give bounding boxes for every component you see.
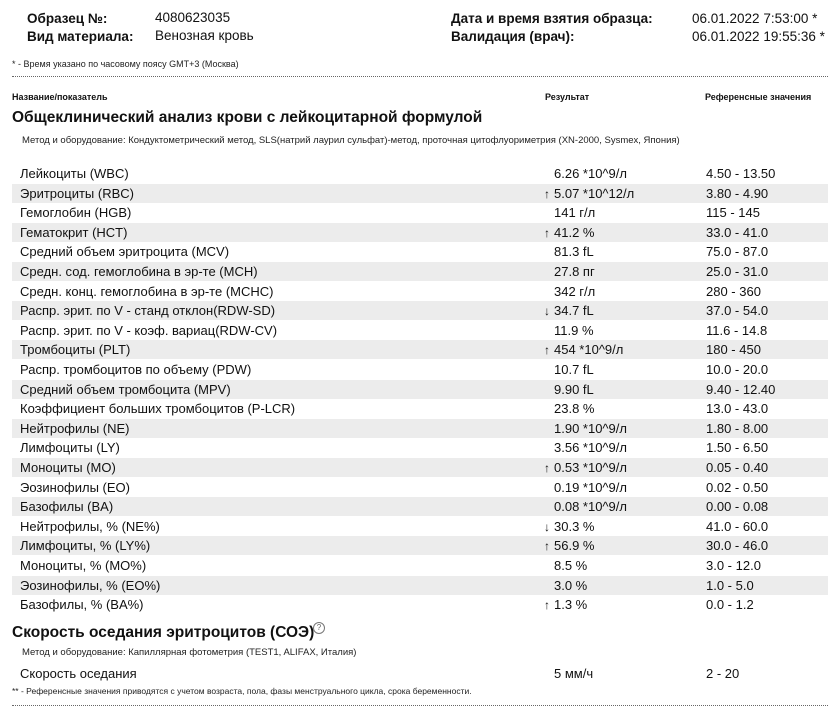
test-result — [544, 242, 594, 261]
test-result — [544, 360, 594, 379]
question-circle-icon[interactable]: ? — [313, 622, 325, 634]
result-value: 1.3 % — [554, 597, 588, 613]
table-row — [12, 517, 828, 536]
result-value: 30.3 % — [554, 518, 595, 534]
result-value: 5.07 *10^12/л — [554, 185, 635, 201]
reference-range: 180 - 450 — [706, 342, 761, 358]
arrow-up-icon: ↑ — [544, 225, 550, 240]
result-value: 0.19 *10^9/л — [554, 479, 627, 495]
arrow-up-icon: ↑ — [544, 186, 550, 201]
validation-label: Валидация (врач): — [451, 29, 575, 44]
table-row — [12, 203, 828, 222]
material-value: Венозная кровь — [155, 28, 254, 43]
result-value: 141 г/л — [554, 205, 596, 221]
test-name: Гематокрит (HCT) — [20, 224, 128, 240]
result-value: 5 мм/ч — [554, 666, 594, 681]
test-name: Базофилы (BA) — [20, 499, 114, 515]
test-result — [544, 458, 627, 478]
test-name: Базофилы, % (BA%) — [20, 597, 144, 613]
reference-range: 33.0 - 41.0 — [706, 224, 769, 240]
test-name: Нейтрофилы, % (NE%) — [20, 518, 160, 534]
table-row — [12, 595, 828, 614]
sample-number-value: 4080623035 — [155, 10, 231, 25]
result-value: 0.08 *10^9/л — [554, 499, 627, 515]
column-header-result: Результат — [545, 92, 590, 102]
test-name: Тромбоциты (PLT) — [20, 342, 131, 358]
reference-range: 4.50 - 13.50 — [706, 166, 776, 181]
reference-range: 1.80 - 8.00 — [706, 420, 769, 436]
arrow-down-icon: ↓ — [544, 304, 550, 319]
section-title-esr-text: Скорость оседания эритроцитов (СОЭ) — [12, 624, 315, 641]
table-row — [12, 497, 828, 516]
reference-range: 115 - 145 — [706, 205, 760, 221]
divider — [12, 76, 828, 77]
test-result — [544, 340, 623, 360]
result-value: 81.3 fL — [554, 244, 594, 260]
result-value: 3.0 % — [554, 577, 588, 593]
test-name: Средний объем эритроцита (MCV) — [20, 244, 230, 260]
reference-footnote: ** - Референсные значения приводятся с учетом возраста, пола, фазы менструального цикла, срока беременности. — [12, 686, 472, 696]
material-label: Вид материала: — [27, 29, 134, 44]
divider-bottom — [12, 705, 828, 706]
table-row — [12, 262, 828, 281]
table-row — [12, 301, 828, 320]
table-row — [12, 360, 828, 379]
result-value: 8.5 % — [554, 558, 588, 573]
table-row — [12, 164, 828, 183]
test-name: Лимфоциты, % (LY%) — [20, 538, 151, 554]
test-name: Моноциты (MO) — [20, 460, 116, 475]
column-header-reference: Референсные значения — [705, 92, 812, 102]
test-result — [544, 664, 593, 683]
reference-range: 9.40 - 12.40 — [706, 381, 776, 397]
result-value: 9.90 fL — [554, 381, 594, 397]
reference-range: 280 - 360 — [706, 283, 761, 299]
arrow-up-icon: ↑ — [544, 539, 550, 554]
reference-range: 11.6 - 14.8 — [706, 322, 768, 338]
test-name: Лимфоциты (LY) — [20, 440, 120, 456]
result-value: 11.9 % — [554, 322, 594, 338]
arrow-up-icon: ↑ — [544, 461, 550, 475]
reference-range: 1.0 - 5.0 — [706, 577, 754, 593]
table-row — [12, 242, 828, 261]
test-result — [544, 536, 594, 556]
result-value: 56.9 % — [554, 538, 595, 554]
table-row — [12, 419, 828, 438]
table-row — [12, 664, 828, 683]
table-row — [12, 556, 828, 575]
test-name: Распр. эрит. по V - станд отклон(RDW-SD) — [20, 303, 276, 319]
table-row — [12, 576, 828, 595]
test-result — [544, 282, 595, 301]
test-name: Скорость оседания — [20, 666, 137, 681]
test-result — [544, 478, 627, 497]
result-value: 27.8 пг — [554, 264, 595, 279]
test-result — [544, 262, 595, 281]
test-result — [544, 184, 634, 204]
test-result — [544, 438, 627, 457]
test-result — [544, 223, 594, 243]
test-result — [544, 576, 587, 595]
result-value: 342 г/л — [554, 283, 596, 299]
table-row — [12, 536, 828, 555]
result-value: 34.7 fL — [554, 303, 594, 319]
reference-range: 0.00 - 0.08 — [706, 499, 769, 515]
test-name: Нейтрофилы (NE) — [20, 420, 130, 436]
table-row — [12, 184, 828, 203]
table-row — [12, 282, 828, 301]
test-result — [544, 556, 587, 575]
reference-range: 25.0 - 31.0 — [706, 264, 769, 279]
method-note-cbc: Метод и оборудование: Кондуктометрический метод, SLS(натрий лаурил сульфат)-метод, проточная цитофлуориметрия (XN-2000, Sysmex, Япония) — [22, 135, 680, 146]
test-name: Лейкоциты (WBC) — [20, 166, 129, 181]
reference-range: 3.0 - 12.0 — [706, 558, 761, 573]
arrow-up-icon: ↑ — [544, 598, 550, 613]
test-result — [544, 399, 594, 418]
test-result — [544, 321, 594, 340]
test-name: Эозинофилы (EO) — [20, 479, 130, 495]
result-value: 23.8 % — [554, 401, 595, 417]
test-name: Средн. сод. гемоглобина в эр-те (MCH) — [20, 264, 258, 279]
method-note-esr: Метод и оборудование: Капиллярная фотометрия (TEST1, ALIFAX, Италия) — [22, 647, 357, 658]
validation-value: 06.01.2022 19:55:36 * — [692, 29, 825, 44]
reference-range: 41.0 - 60.0 — [706, 518, 769, 534]
result-value: 10.7 fL — [554, 362, 594, 377]
test-result — [544, 380, 594, 399]
test-name: Распр. тромбоцитов по объему (PDW) — [20, 362, 252, 377]
table-row — [12, 399, 828, 418]
sample-datetime-value: 06.01.2022 7:53:00 * — [692, 11, 818, 26]
arrow-down-icon: ↓ — [544, 519, 550, 534]
reference-range: 75.0 - 87.0 — [706, 244, 769, 260]
test-name: Распр. эрит. по V - коэф. вариац(RDW-CV) — [20, 322, 278, 338]
table-row — [12, 458, 828, 477]
test-name: Эозинофилы, % (EO%) — [20, 577, 161, 593]
test-result — [544, 301, 594, 321]
result-value: 6.26 *10^9/л — [554, 166, 627, 181]
result-value: 41.2 % — [554, 224, 595, 240]
test-result — [544, 419, 627, 438]
test-name: Эритроциты (RBC) — [20, 185, 134, 201]
test-name: Моноциты, % (MO%) — [20, 558, 147, 573]
reference-range: 1.50 - 6.50 — [706, 440, 769, 456]
result-value: 0.53 *10^9/л — [554, 460, 627, 475]
table-row — [12, 321, 828, 340]
section-title-cbc: Общеклинический анализ крови с лейкоцитарной формулой — [12, 109, 483, 126]
result-value: 1.90 *10^9/л — [554, 420, 627, 436]
table-row — [12, 223, 828, 242]
test-result — [544, 203, 595, 222]
table-row — [12, 380, 828, 399]
timezone-note: * - Время указано по часовому поясу GMT+3 (Москва) — [12, 59, 239, 69]
reference-range: 0.02 - 0.50 — [706, 479, 769, 495]
reference-range: 0.0 - 1.2 — [706, 597, 754, 613]
table-row — [12, 478, 828, 497]
sample-number-label: Образец №: — [27, 11, 108, 26]
reference-range: 10.0 - 20.0 — [706, 362, 769, 377]
reference-range: 3.80 - 4.90 — [706, 185, 769, 201]
arrow-up-icon: ↑ — [544, 343, 550, 358]
result-value: 454 *10^9/л — [554, 342, 624, 358]
reference-range: 2 - 20 — [706, 666, 740, 681]
test-result — [544, 595, 587, 615]
table-row — [12, 340, 828, 359]
table-row — [12, 438, 828, 457]
test-result — [544, 517, 594, 537]
sample-datetime-label: Дата и время взятия образца: — [451, 11, 653, 26]
test-result — [544, 497, 627, 516]
test-name: Средний объем тромбоцита (MPV) — [20, 381, 231, 397]
column-header-name: Название/показатель — [12, 92, 108, 102]
test-name: Средн. конц. гемоглобина в эр-те (MCHC) — [20, 283, 274, 299]
reference-range: 13.0 - 43.0 — [706, 401, 769, 417]
test-result — [544, 164, 627, 183]
reference-range: 30.0 - 46.0 — [706, 538, 769, 554]
test-name: Коэффициент больших тромбоцитов (P-LCR) — [20, 401, 296, 417]
result-value: 3.56 *10^9/л — [554, 440, 627, 456]
test-name: Гемоглобин (HGB) — [20, 205, 132, 221]
section-title-esr — [12, 624, 314, 642]
reference-range: 0.05 - 0.40 — [706, 460, 769, 475]
reference-range: 37.0 - 54.0 — [706, 303, 769, 319]
